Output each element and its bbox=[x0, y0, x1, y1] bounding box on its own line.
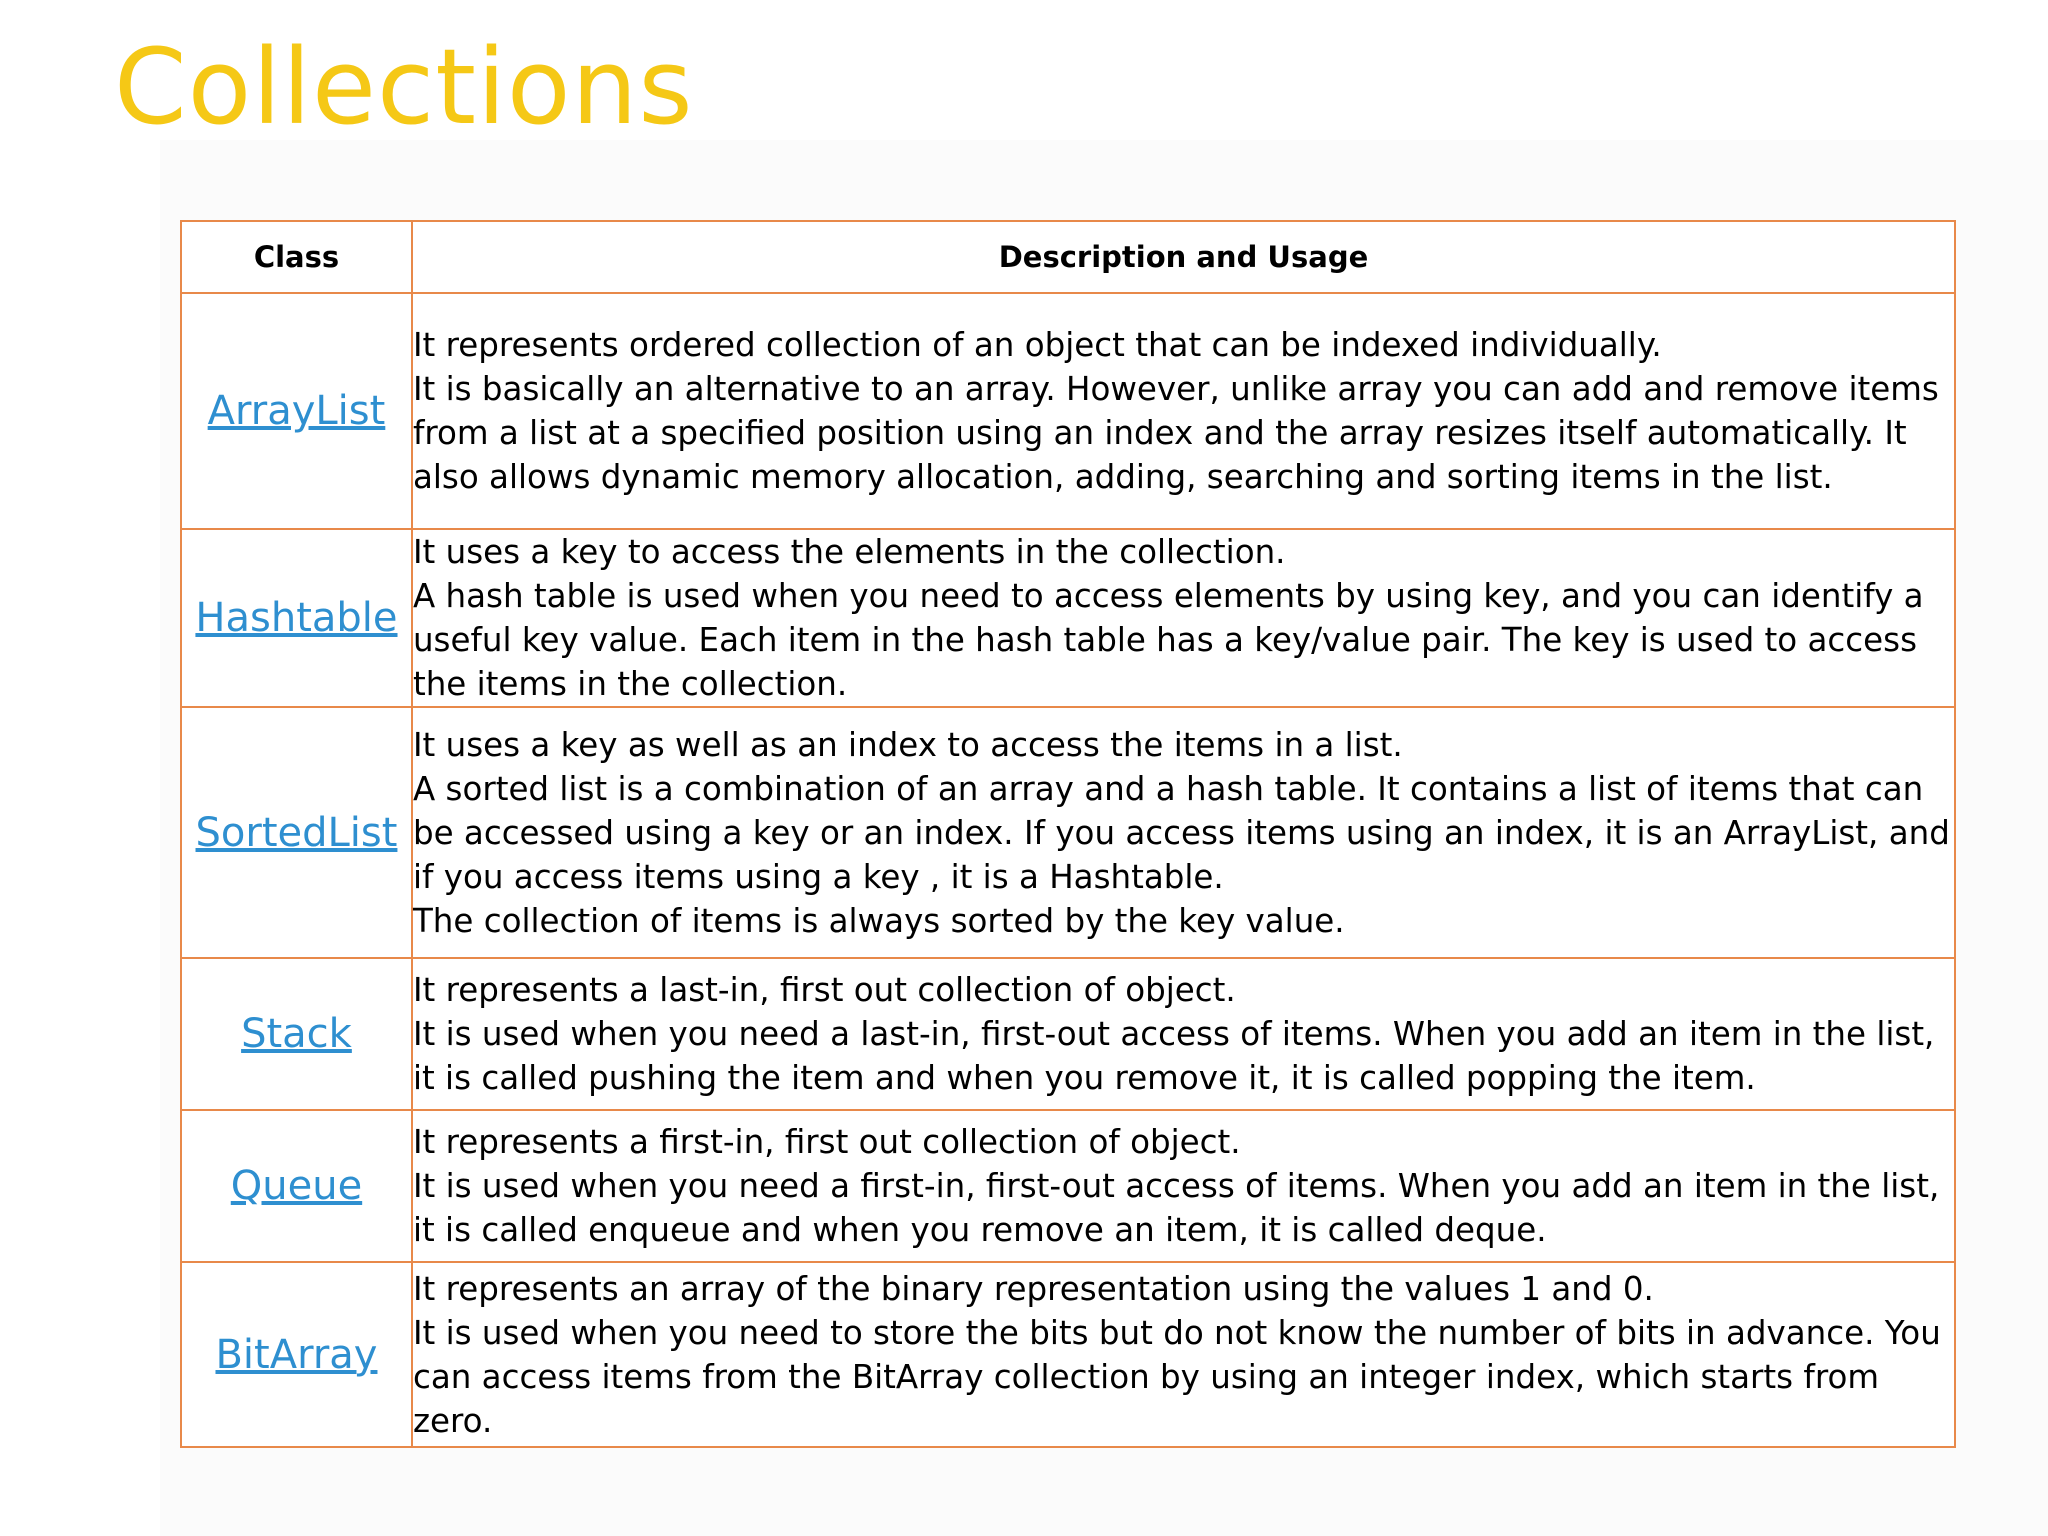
description-line: It represents an array of the binary representation using the values 1 and 0. bbox=[412, 1269, 1654, 1308]
description-line: It is used when you need a first-in, first-out access of items. When you add an item in the list, it is called enqueue and when you remove an item, it is called deque. bbox=[412, 1167, 1940, 1249]
hashtable-link[interactable]: Hashtable bbox=[195, 595, 398, 641]
description-line: It is used when you need a last-in, first-out access of items. When you add an item in the list, it is called pushing the item and when you remove it, it is called popping the item. bbox=[412, 1015, 1935, 1097]
description-cell bbox=[412, 1262, 1955, 1447]
table-row bbox=[181, 293, 1955, 529]
header-description: Description and Usage bbox=[412, 221, 1955, 293]
class-cell bbox=[181, 529, 412, 707]
table-header-row bbox=[181, 221, 1955, 293]
description-line: It represents a last-in, first out collection of object. bbox=[412, 971, 1236, 1009]
class-cell bbox=[181, 1110, 412, 1262]
stack-link[interactable]: Stack bbox=[241, 1011, 352, 1057]
description-line: It uses a key to access the elements in the collection. bbox=[412, 533, 1286, 571]
description-line: A hash table is used when you need to access elements by using key, and you can identify a useful key value. Each item in the hash table has a key/value pair. The key is used to access the items in the collection. bbox=[412, 577, 1924, 703]
arraylist-link[interactable]: ArrayList bbox=[207, 388, 386, 434]
header-class: Class bbox=[181, 221, 412, 293]
collections-table bbox=[180, 220, 1956, 1448]
description-line: It is basically an alternative to an array. However, unlike array you can add and remove items from a list at a specified position using an index and the array resizes itself automatically. It also allows dynamic memory allocation, adding, searching and sorting items in the list. bbox=[412, 370, 1939, 496]
description-line: It represents ordered collection of an object that can be indexed individually. bbox=[412, 326, 1662, 364]
table-row bbox=[181, 529, 1955, 707]
slide-title: Collections bbox=[114, 26, 694, 148]
description-line: It is used when you need to store the bits but do not know the number of bits in advance. You can access items from the BitArray collection by using an integer index, which starts from zero. bbox=[412, 1313, 1941, 1440]
bitarray-link[interactable]: BitArray bbox=[215, 1331, 378, 1378]
description-line: It represents a first-in, first out collection of object. bbox=[412, 1123, 1241, 1161]
sortedlist-link[interactable]: SortedList bbox=[195, 809, 398, 856]
table-row bbox=[181, 707, 1955, 958]
description-line: It uses a key as well as an index to access the items in a list. bbox=[412, 725, 1403, 764]
description-cell bbox=[412, 293, 1955, 529]
description-cell bbox=[412, 958, 1955, 1110]
queue-link[interactable]: Queue bbox=[230, 1163, 363, 1209]
class-cell bbox=[181, 293, 412, 529]
table-row bbox=[181, 1110, 1955, 1262]
class-cell bbox=[181, 958, 412, 1110]
class-cell bbox=[181, 707, 412, 958]
description-line: A sorted list is a combination of an array and a hash table. It contains a list of items that can be accessed using a key or an index. If you access items using an index, it is an ArrayList, and if you access items using a key , it is a Hashtable. bbox=[412, 769, 1950, 896]
description-line: The collection of items is always sorted by the key value. bbox=[412, 901, 1345, 940]
description-cell bbox=[412, 1110, 1955, 1262]
table-row bbox=[181, 1262, 1955, 1447]
description-cell bbox=[412, 529, 1955, 707]
class-cell bbox=[181, 1262, 412, 1447]
description-cell bbox=[412, 707, 1955, 958]
table-row bbox=[181, 958, 1955, 1110]
